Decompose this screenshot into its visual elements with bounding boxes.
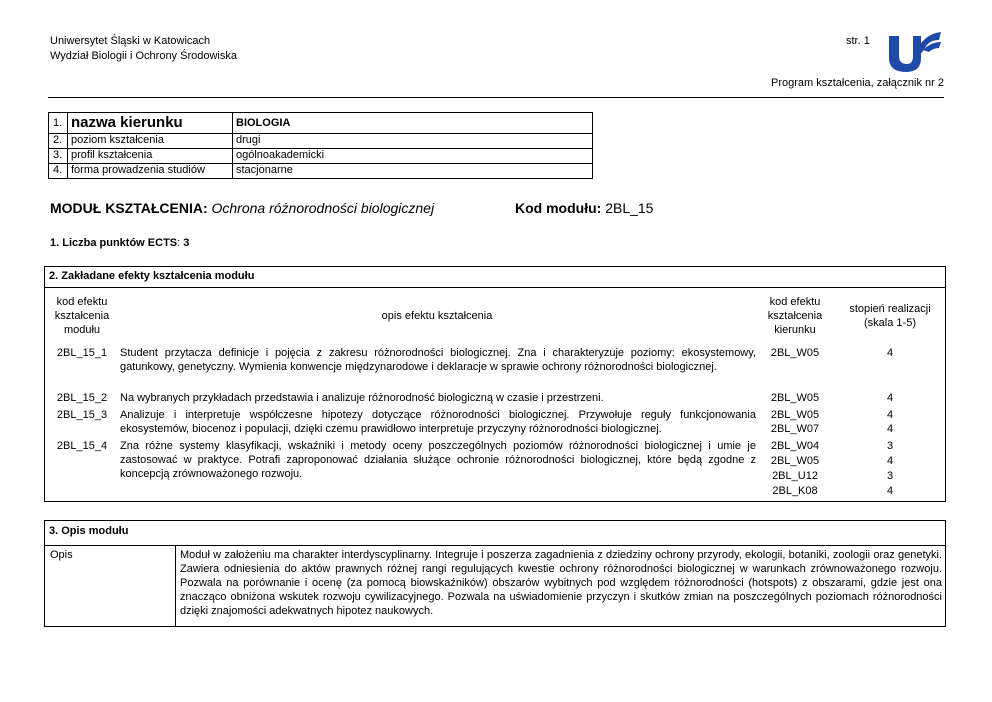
header-divider: [48, 97, 944, 98]
outcome-description: Zna różne systemy klasyfikacji, wskaźniki i metody oceny poszczególnych poziomów różnorodności biologicznej i umie je zastosować w praktyce. Potrafi zaproponować działania służące ochronie różnorodności biologicznej, które będą zgodne z koncepcją zrównoważonego rozwoju.: [120, 440, 756, 480]
module-code-label: Kod modułu:: [515, 200, 602, 216]
table-row: [49, 149, 593, 164]
realization-degree: 4: [886, 423, 894, 435]
row-label: poziom kształcenia: [68, 134, 233, 149]
outcome-code: 2BL_15_2: [56, 392, 108, 404]
program-outcome-code: 2BL_W05: [770, 347, 820, 359]
table-row: [49, 134, 593, 149]
program-annex: Program kształcenia, załącznik nr 2: [770, 77, 944, 89]
realization-degree: 4: [886, 485, 894, 497]
module-code: [515, 200, 653, 216]
row-label: profil kształcenia: [68, 149, 233, 164]
module-code-value: 2BL_15: [605, 200, 654, 216]
section-title: 2. Zakładane efekty kształcenia modułu: [49, 270, 255, 282]
program-outcome-code: 2BL_K08: [772, 485, 818, 497]
col-header-degree: stopień realizacji (skala 1-5): [849, 303, 931, 329]
row-number: 2.: [49, 134, 68, 149]
module-description-section: [44, 520, 946, 627]
university-name: Uniwersytet Śląski w Katowicach: [50, 35, 211, 47]
program-outcome-code: 2BL_W05: [770, 392, 820, 404]
university-logo-icon: [885, 30, 941, 74]
module-label: MODUŁ KSZTAŁCENIA:: [50, 200, 208, 216]
row-label: forma prowadzenia studiów: [68, 164, 233, 179]
program-outcome-code: 2BL_U12: [772, 470, 818, 482]
table-row: [49, 113, 593, 134]
description-label: Opis: [50, 549, 73, 561]
col-header-program-code: kod efektu kształcenia kierunku: [767, 296, 823, 336]
program-outcome-code: 2BL_W05: [770, 409, 820, 421]
section-title: 3. Opis modułu: [49, 525, 129, 537]
row-number: 3.: [49, 149, 68, 164]
realization-degree: 4: [886, 392, 894, 404]
ects-value: 3: [183, 237, 190, 249]
outcome-code: 2BL_15_3: [56, 409, 108, 421]
program-outcome-code: 2BL_W05: [770, 455, 820, 467]
outcome-code: 2BL_15_4: [56, 440, 108, 452]
module-name: Ochrona różnorodności biologicznej: [211, 200, 435, 216]
realization-degree: 4: [886, 347, 894, 359]
row-value: ogólnoakademicki: [233, 149, 593, 164]
section-divider: [45, 545, 945, 546]
row-number: 1.: [49, 113, 68, 134]
realization-degree: 3: [886, 470, 894, 482]
row-value: stacjonarne: [233, 164, 593, 179]
outcome-description: Student przytacza definicje i pojęcia z zakresu różnorodności biologicznej. Zna i charakteryzuje poziomy: ekosystemowy, gatunkowy, genetyczny. Wymienia konwencje międzynarodowe i deklaracje w sprawie ochrony różnorodności biologicznej.: [120, 347, 756, 373]
row-value: drugi: [233, 134, 593, 149]
module-title: [50, 200, 434, 216]
row-label: nazwa kierunku: [68, 113, 233, 134]
ects-points: [50, 237, 189, 249]
table-row: [49, 164, 593, 179]
col-header-description: opis efektu kształcenia: [381, 310, 493, 322]
outcome-code: 2BL_15_1: [56, 347, 108, 359]
program-outcome-code: 2BL_W07: [770, 423, 820, 435]
column-divider: [175, 545, 176, 627]
row-value: BIOLOGIA: [233, 113, 593, 134]
ects-separator: :: [177, 237, 181, 249]
realization-degree: 4: [886, 409, 894, 421]
program-outcome-code: 2BL_W04: [770, 440, 820, 452]
realization-degree: 4: [886, 455, 894, 467]
description-text: Moduł w założeniu ma charakter interdyscyplinarny. Integruje i poszerza zagadnienia z dziedziny ochrony przyrody, ekologii, botaniki, zoologii oraz genetyki. Zawiera odniesienia do aktów prawnych różnej rangi regulujących kwestie ochrony różnorodności biologicznej w warunkach zrównoważonego rozwoju. Pozwala na porównanie i ocenę (za pomocą biowskaźników) obszarów wybitnych pod względem różnorodności (hotspots) z obszarami, gdzie jest ona znacząco obniżona wskutek rozwoju cywilizacyjnego. Pozwala na uświadomienie przyczyn i skutków zmian na poszczególnych poziomach różnorodności dzięki znajomości adekwatnych hipotez naukowych.: [180, 549, 942, 617]
outcome-description: Analizuje i interpretuje współczesne hipotezy dotyczące różnorodności biologicznej. Przywołuje reguły funkcjonowania ekosystemów, biocenoz i populacji, dzięki czemu prawidłowo interpretuje przyczyny różnorodności biologicznej.: [120, 409, 756, 435]
col-header-module-code: kod efektu kształcenia modułu: [54, 296, 110, 336]
section-divider: [45, 287, 945, 288]
ects-label: 1. Liczba punktów ECTS: [50, 237, 178, 249]
program-info-table: [48, 112, 593, 179]
realization-degree: 3: [886, 440, 894, 452]
outcome-description: Na wybranych przykładach przedstawia i analizuje różnorodność biologiczną w czasie i przestrzeni.: [120, 392, 604, 404]
learning-outcomes-section: [44, 266, 946, 502]
page-number: str. 1: [846, 35, 870, 47]
faculty-name: Wydział Biologii i Ochrony Środowiska: [50, 50, 237, 62]
row-number: 4.: [49, 164, 68, 179]
